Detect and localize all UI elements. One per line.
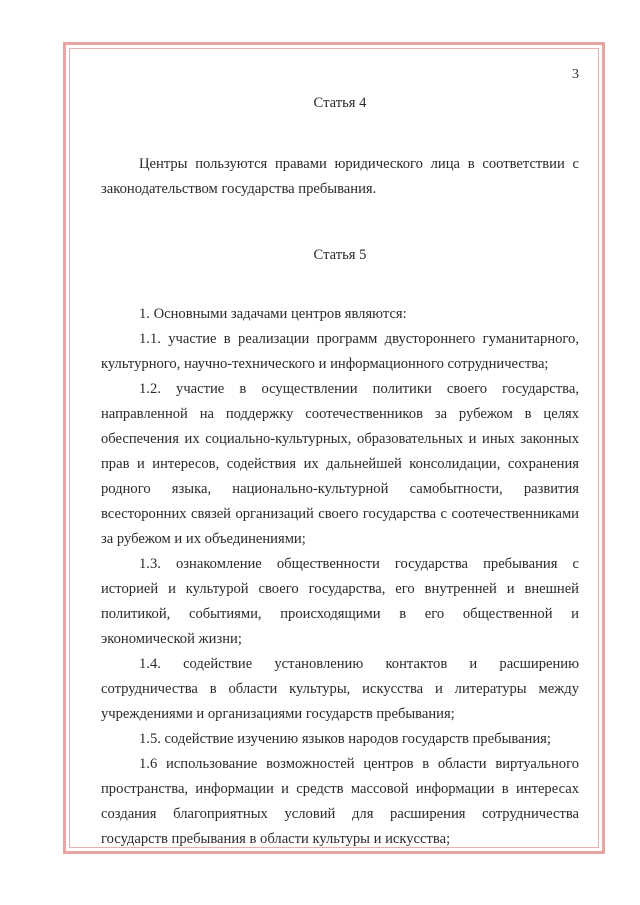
article-4-title: Статья 4 <box>313 95 367 111</box>
article-5-paragraph: 1.3. ознакомление общественности государства пребывания с историей и культурой своего государства, его внутренней и внешней политикой, событиями, происходящими в его общественной и экономической жизни; <box>101 556 579 647</box>
article-4-text: Центры пользуются правами юридического лица в соответствии с законодательством государства пребывания. <box>101 156 579 197</box>
article-5-paragraph: 1.2. участие в осуществлении политики своего государства, направленной на поддержку соотечественников за рубежом в целях обеспечения их социально-культурных, образовательных и иных законных прав и интересов, содействия их дальнейшей консолидации, сохранения родного языка, национально-культурной самобытности, развития всесторонних связей организаций своего государства с соотечественниками за рубежом и их объединениями; <box>101 381 579 547</box>
article-5-paragraph: 1.6 использование возможностей центров в области виртуального пространства, информации и средств массовой информации в интересах создания благоприятных условий для расширения сотрудничества государств пребывания в области культуры и искусства; <box>101 756 579 847</box>
page-number: 3 <box>572 67 579 82</box>
article-5-paragraph: 1.5. содействие изучению языков народов государств пребывания; <box>139 731 551 747</box>
article-5-paragraph: 1.4. содействие установлению контактов и расширению сотрудничества в области культуры, искусства и литературы между учреждениями и организациями государств пребывания; <box>101 656 579 722</box>
article-5-title: Статья 5 <box>313 247 367 263</box>
article-5-paragraph: 1. Основными задачами центров являются: <box>139 306 407 322</box>
document-body <box>101 55 579 852</box>
article-5-paragraph: 1.1. участие в реализации программ двустороннего гуманитарного, культурного, научно-технического и информационного сотрудничества; <box>101 331 579 372</box>
